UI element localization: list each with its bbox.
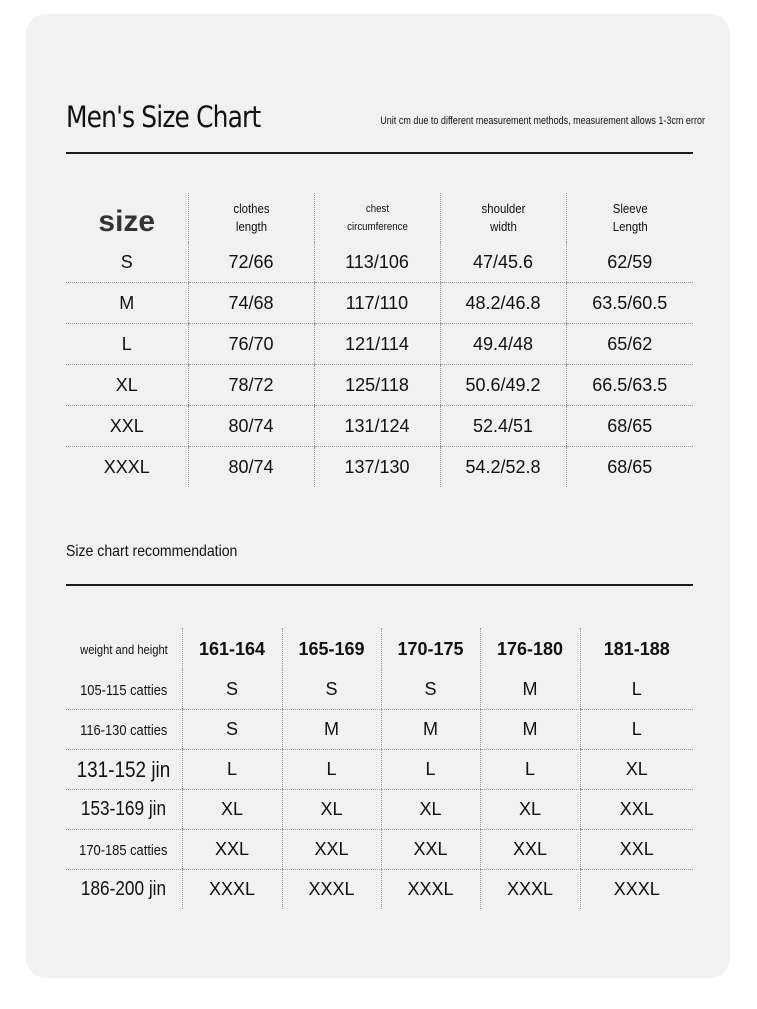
recommendation-row [66,870,693,910]
measurement-cell: 52.4/51 [440,406,566,447]
weight-label: 105-115 catties [66,670,182,710]
recommended-size-cell: XL [182,790,282,830]
header-height: 170-175 [381,628,480,670]
recommended-size-cell: XXXL [480,870,580,910]
header-height: 165-169 [282,628,381,670]
recommended-size-cell: XXL [580,790,693,830]
recommended-size-cell: XXL [282,830,381,870]
page-title: Men's Size Chart [66,100,261,134]
size-row [66,324,693,365]
size-label: XXXL [103,456,150,477]
size-label: M [66,283,188,324]
measurement-cell: 65/62 [566,324,693,365]
measurement-cell: 54.2/52.8 [440,447,566,488]
recommended-size-cell: M [480,670,580,710]
recommended-size-cell: L [182,750,282,790]
recommended-size-cell: XXL [182,830,282,870]
recommended-size-cell: XXXL [182,870,282,910]
measurement-cell: 78/72 [188,365,314,406]
size-row [66,242,693,283]
recommended-size-cell: XXXL [282,870,381,910]
recommended-size-cell: XXL [580,830,693,870]
recommendation-row [66,830,693,870]
measurement-cell: 66.5/63.5 [566,365,693,406]
recommended-size-cell: L [282,750,381,790]
weight-label: 170-185 catties [66,830,182,870]
recommended-size-cell: S [381,670,480,710]
size-row [66,365,693,406]
recommended-size-cell: L [580,710,693,750]
recommended-size-cell: XXXL [381,870,480,910]
size-row [66,406,693,447]
recommended-size-cell: M [381,710,480,750]
measurement-note: Unit cm due to different measurement methods, measurement allows 1-3cm error [380,115,705,127]
measurement-cell: 137/130 [314,447,440,488]
header-clothes-length: clothes length [188,193,314,242]
recommended-size-cell: L [381,750,480,790]
size-row [66,447,693,488]
size-row [66,283,693,324]
recommended-size-cell: L [480,750,580,790]
size-label: S [66,242,188,283]
measurement-cell: 49.4/48 [440,324,566,365]
recommendation-header [66,628,693,670]
measurement-cell: 72/66 [188,242,314,283]
size-table-header [66,193,693,242]
recommended-size-cell: XL [480,790,580,830]
recommended-size-cell: M [480,710,580,750]
measurement-cell: 125/118 [314,365,440,406]
recommendation-title: Size chart recommendation [66,543,238,560]
header-sleeve-length: Sleeve Length [566,193,693,242]
header-height: 176-180 [480,628,580,670]
weight-label: 116-130 catties [66,710,182,750]
header-height: 161-164 [182,628,282,670]
measurement-cell: 68/65 [566,447,693,488]
recommended-size-cell: XL [381,790,480,830]
measurement-cell: 74/68 [188,283,314,324]
recommendation-row [66,710,693,750]
title-divider [66,152,693,154]
header-shoulder-width: shoulder width [440,193,566,242]
measurement-cell: 47/45.6 [440,242,566,283]
size-label: XL [66,365,188,406]
recommended-size-cell: XL [282,790,381,830]
header-weight-height: weight and height [79,641,168,657]
measurement-cell: 48.2/46.8 [440,283,566,324]
recommended-size-cell: XL [580,750,693,790]
measurement-cell: 63.5/60.5 [566,283,693,324]
weight-label: 186-200 jin [81,878,167,900]
measurement-cell: 76/70 [188,324,314,365]
size-table [66,193,693,487]
recommended-size-cell: XXXL [580,870,693,910]
recommendation-table [66,628,693,909]
recommended-size-cell: S [282,670,381,710]
size-label: XXL [66,406,188,447]
weight-label: 131-152 jin [66,750,182,790]
weight-label: 153-169 jin [66,790,182,830]
header-height: 181-188 [580,628,693,670]
size-label: L [66,324,188,365]
recommendation-row [66,750,693,790]
measurement-cell: 121/114 [314,324,440,365]
recommended-size-cell: XXL [480,830,580,870]
measurement-cell: 80/74 [188,406,314,447]
recommendation-row [66,790,693,830]
measurement-cell: 50.6/49.2 [440,365,566,406]
header-chest-circumference: chest circumference [314,193,440,242]
measurement-cell: 62/59 [566,242,693,283]
recommended-size-cell: XXL [381,830,480,870]
recommended-size-cell: L [580,670,693,710]
measurement-cell: 131/124 [314,406,440,447]
header-size: size [98,204,156,238]
measurement-cell: 113/106 [314,242,440,283]
measurement-cell: 80/74 [188,447,314,488]
recommended-size-cell: M [282,710,381,750]
recommendation-divider [66,584,693,586]
measurement-cell: 117/110 [314,283,440,324]
recommendation-row [66,670,693,710]
recommended-size-cell: S [182,710,282,750]
recommended-size-cell: S [182,670,282,710]
measurement-cell: 68/65 [566,406,693,447]
